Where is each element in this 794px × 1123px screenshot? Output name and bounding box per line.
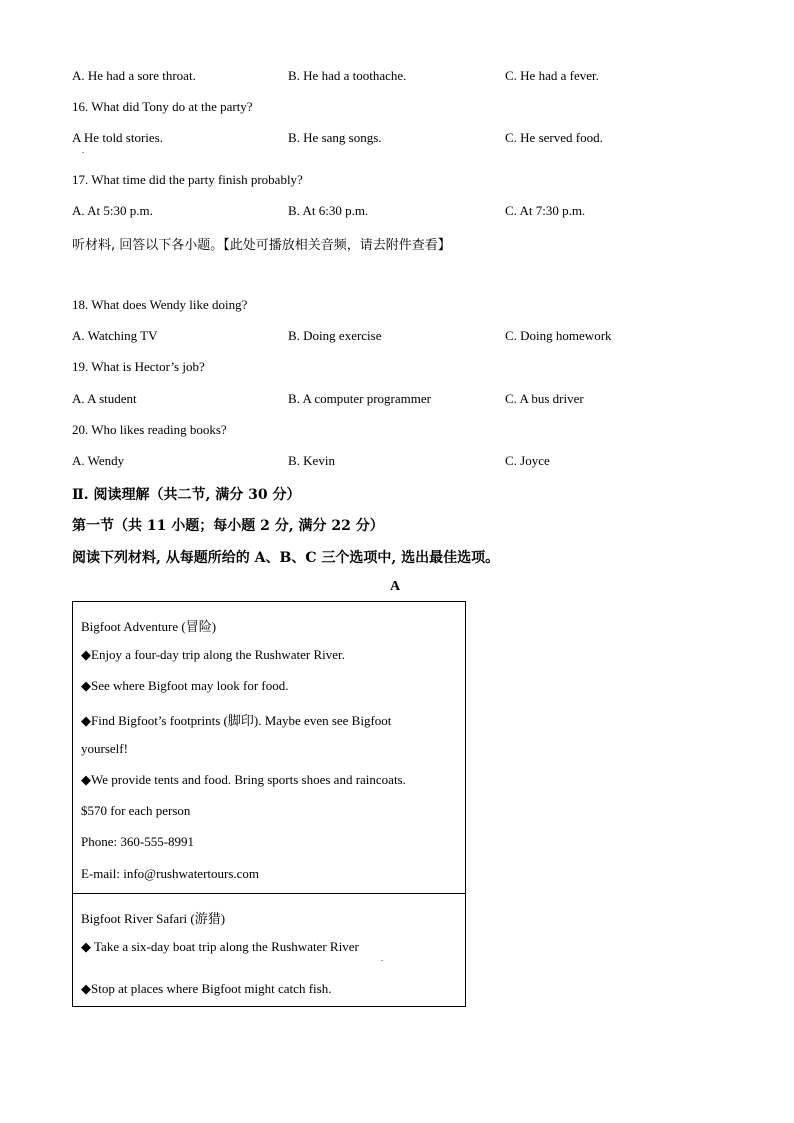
passage-label: A xyxy=(390,579,401,594)
q20-option-c: C. Joyce xyxy=(505,453,550,468)
ad1-line-3-cont: yourself! xyxy=(81,741,128,756)
q15-option-a: A. He had a sore throat. xyxy=(72,68,196,83)
q16-question: 16. What did Tony do at the party? xyxy=(72,99,253,114)
ad2-line-1: ◆ Take a six-day boat trip along the Rushwater River xyxy=(81,939,359,954)
ad1-price: $570 for each person xyxy=(81,803,191,818)
q18-question: 18. What does Wendy like doing? xyxy=(72,297,248,312)
q17-question: 17. What time did the party finish probably? xyxy=(72,172,303,187)
q20-option-b: B. Kevin xyxy=(288,453,335,468)
ad1-line-4: ◆We provide tents and food. Bring sports shoes and raincoats. xyxy=(81,772,406,787)
q20-question: 20. Who likes reading books? xyxy=(72,422,227,437)
part-heading: 第一节（共 11 小题；每小题 2 分, 满分 22 分） xyxy=(72,518,384,534)
q19-option-b: B. A computer programmer xyxy=(288,391,431,406)
ad-box xyxy=(72,601,466,1007)
listening-instruction: 听材料, 回答以下各小题。【此处可播放相关音频，请去附件查看】 xyxy=(72,238,451,253)
q18-option-a: A. Watching TV xyxy=(72,328,158,343)
ad-divider xyxy=(73,893,465,894)
ad2-title: Bigfoot River Safari (游猎) xyxy=(81,911,226,926)
ad1-line-3: ◆Find Bigfoot’s footprints (脚印). Maybe even see Bigfoot xyxy=(81,713,392,728)
q19-option-c: C. A bus driver xyxy=(505,391,584,406)
q17-option-b: B. At 6:30 p.m. xyxy=(288,203,369,218)
stray-dot-2: . xyxy=(381,954,383,963)
q15-option-b: B. He had a toothache. xyxy=(288,68,407,83)
q20-option-a: A. Wendy xyxy=(72,453,125,468)
q19-question: 19. What is Hector’s job? xyxy=(72,359,205,374)
q16-option-c: C. He served food. xyxy=(505,130,603,145)
q18-option-c: C. Doing homework xyxy=(505,328,612,343)
q19-option-a: A. A student xyxy=(72,391,137,406)
q17-option-c: C. At 7:30 p.m. xyxy=(505,203,586,218)
reading-directions: 阅读下列材料, 从每题所给的 A、B、C 三个选项中, 选出最佳选项。 xyxy=(72,550,500,566)
ad1-phone: Phone: 360-555-8991 xyxy=(81,834,195,849)
stray-dot: . xyxy=(82,146,84,155)
ad1-line-2: ◆See where Bigfoot may look for food. xyxy=(81,678,289,693)
ad1-email: E-mail: info@rushwatertours.com xyxy=(81,866,260,881)
ad2-line-2: ◆Stop at places where Bigfoot might catch fish. xyxy=(81,981,332,996)
q16-option-b: B. He sang songs. xyxy=(288,130,382,145)
ad1-title: Bigfoot Adventure (冒险) xyxy=(81,619,217,634)
q18-option-b: B. Doing exercise xyxy=(288,328,382,343)
q15-option-c: C. He had a fever. xyxy=(505,68,599,83)
q16-option-a: A He told stories. xyxy=(72,130,163,145)
section-title: Ⅱ. 阅读理解（共二节, 满分 30 分） xyxy=(72,487,301,503)
q17-option-a: A. At 5:30 p.m. xyxy=(72,203,153,218)
ad1-line-1: ◆Enjoy a four-day trip along the Rushwater River. xyxy=(81,647,345,662)
